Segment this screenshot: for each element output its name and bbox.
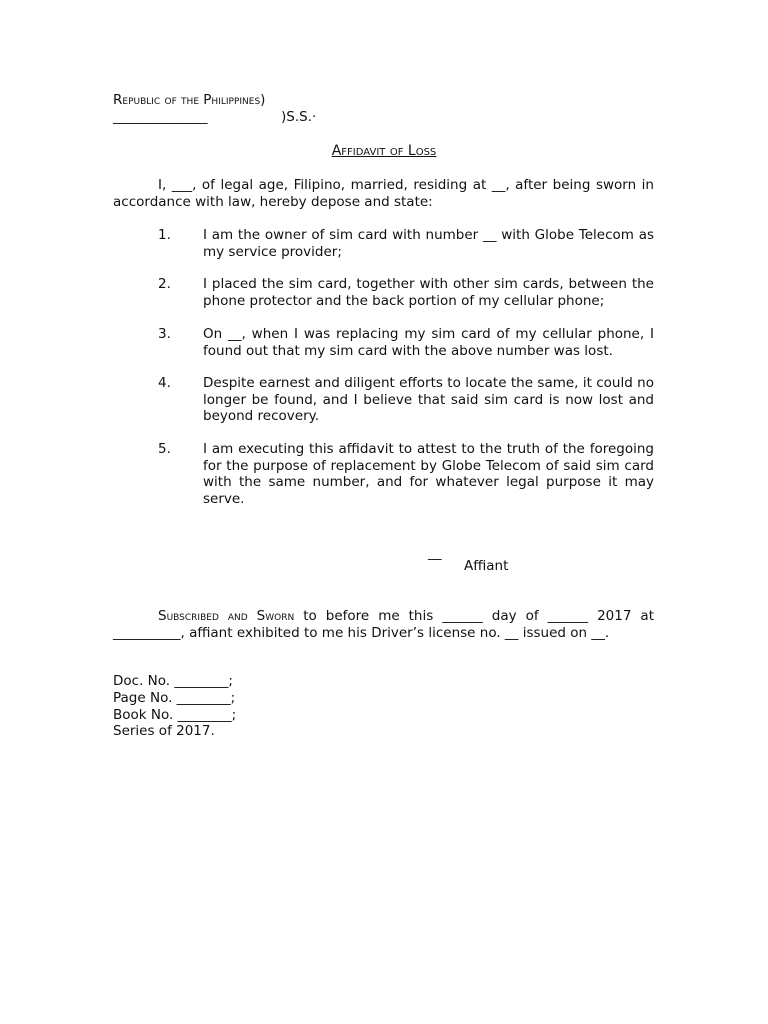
affiant-signature-blank: __ (428, 545, 442, 561)
intro-paragraph: I, ___, of legal age, Filipino, married, residing at __, after being sworn in accordance with law, hereby depose and state: (113, 177, 654, 210)
jurat-text: to before me this ______ day of ______ 2017 at __________, affiant exhibited to me his Driver’s license no. __ issued on __. (113, 608, 654, 641)
affiant-label: Affiant (464, 558, 509, 574)
jurat-lead: Subscribed and Sworn (158, 608, 295, 624)
series-line: Series of 2017. (113, 723, 215, 739)
republic-header: Republic of the Philippines) (113, 92, 266, 108)
item-number: 5. (158, 441, 171, 457)
ss-marker: )S.S.· (281, 109, 317, 125)
item-text: On __, when I was replacing my sim card of my cellular phone, I found out that my sim card with the above number was lost. (203, 326, 654, 359)
item-number: 2. (158, 276, 171, 292)
item-text: I am executing this affidavit to attest to the truth of the foregoing for the purpose of replacement by Globe Telecom of said sim card with the same number, and for whatever legal purpose it may serve. (203, 441, 654, 507)
doc-number-line: Doc. No. ________; (113, 673, 233, 689)
item-number: 1. (158, 227, 171, 243)
item-number: 3. (158, 326, 171, 342)
document-title: Affidavit of Loss (331, 143, 437, 159)
item-text: I am the owner of sim card with number __ with Globe Telecom as my service provider; (203, 227, 654, 260)
book-number-line: Book No. ________; (113, 707, 237, 723)
jurat-paragraph (113, 608, 654, 641)
item-number: 4. (158, 375, 171, 391)
item-text: Despite earnest and diligent efforts to locate the same, it could no longer be found, and I believe that said sim card is now lost and beyond recovery. (203, 375, 654, 424)
venue-blank: ______________ (113, 109, 208, 125)
item-text: I placed the sim card, together with other sim cards, between the phone protector and the back portion of my cellular phone; (203, 276, 654, 309)
page-number-line: Page No. ________; (113, 690, 236, 706)
